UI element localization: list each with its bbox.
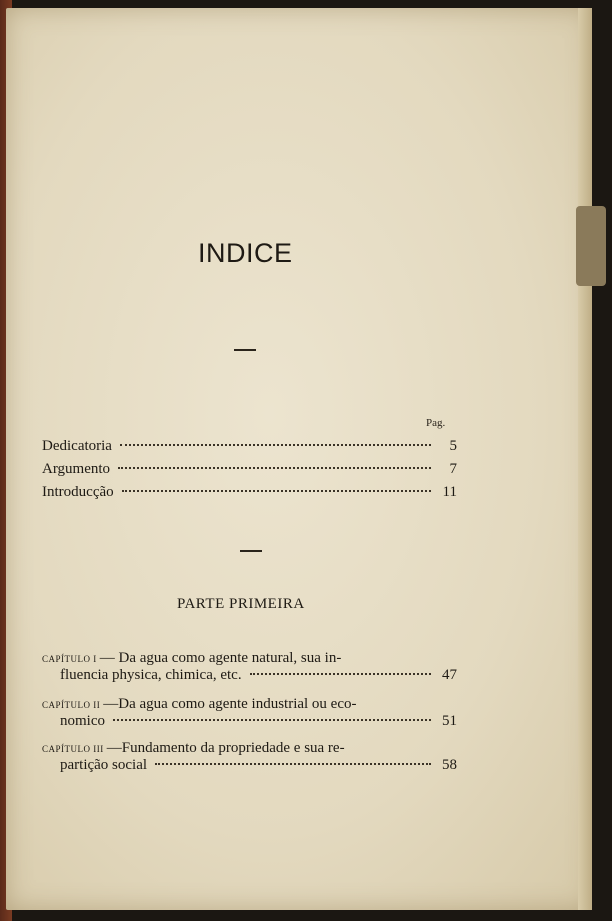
chapter-page: 58	[442, 757, 457, 773]
page-edge	[578, 8, 592, 910]
book-page	[6, 8, 592, 910]
toc-entry-dedicatoria	[42, 438, 457, 455]
chapter-title-line2: nomico	[60, 713, 105, 729]
leader-dots	[118, 467, 431, 469]
toc-chapter-1	[42, 650, 457, 684]
chapter-title-line1: —Da agua como agente industrial ou eco-	[103, 696, 357, 712]
toc-entry-argumento	[42, 461, 457, 478]
toc-entry-label: Argumento	[42, 461, 111, 477]
chapter-title-line1: —Fundamento da propriedade e sua re-	[106, 740, 345, 756]
toc-chapter-3	[42, 740, 457, 774]
page-column-header: Pag.	[426, 417, 446, 429]
title-divider	[234, 349, 256, 351]
chapter-label: CAPÍTULO III	[42, 744, 104, 754]
leader-dots	[122, 490, 431, 492]
toc-entry-page: 11	[442, 484, 457, 500]
leader-dots	[250, 673, 431, 675]
toc-entry-page: 7	[449, 461, 457, 477]
leader-dots	[113, 719, 431, 721]
leader-dots	[120, 444, 431, 446]
toc-entry-introducao	[42, 484, 457, 501]
section-divider	[240, 550, 262, 552]
part-title: PARTE PRIMEIRA	[177, 596, 305, 612]
chapter-page: 47	[442, 667, 457, 683]
toc-entry-page: 5	[449, 438, 457, 454]
chapter-page: 51	[442, 713, 457, 729]
chapter-title-line2: partição social	[60, 757, 148, 773]
leader-dots	[155, 763, 431, 765]
chapter-title-line2: fluencia physica, chimica, etc.	[60, 667, 242, 683]
toc-entry-label: Dedicatoria	[42, 438, 112, 454]
toc-entry-label: Introducção	[42, 484, 114, 500]
toc-chapter-2	[42, 696, 457, 730]
bookmark-tab	[576, 206, 606, 286]
index-title: INDICE	[198, 238, 293, 268]
chapter-label: CAPÍTULO I	[42, 654, 97, 664]
chapter-label: CAPÍTULO II	[42, 700, 101, 710]
chapter-title-line1: — Da agua como agente natural, sua in-	[99, 650, 342, 666]
